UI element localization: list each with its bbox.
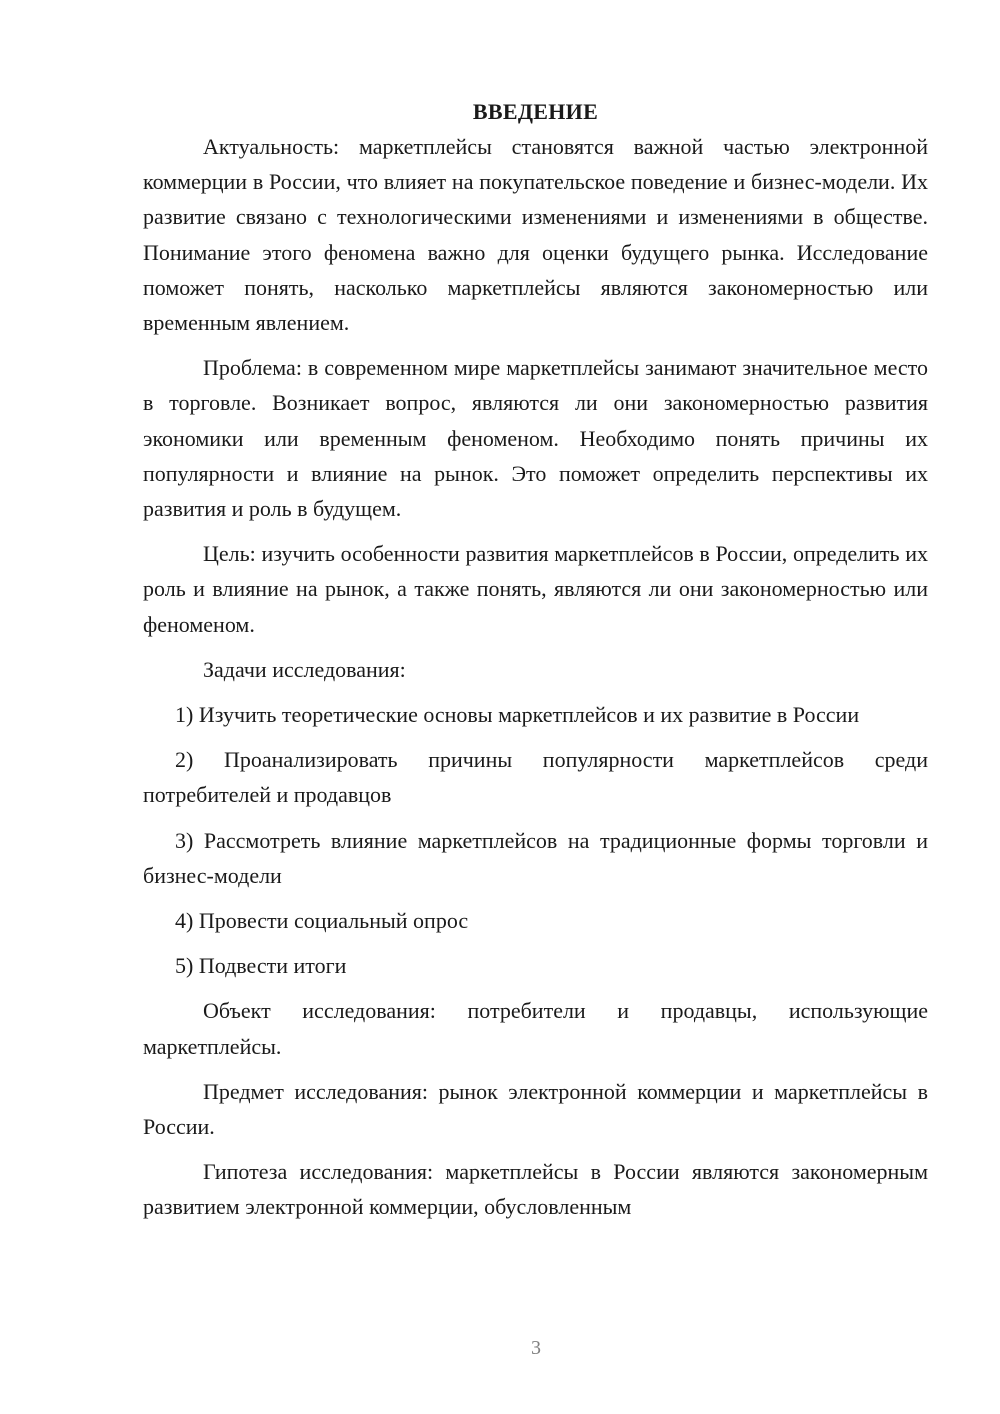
task-item-2: 2) Проанализировать причины популярности маркетплейсов среди потребителей и продавцов [143,747,928,808]
task-item-5: 5) Подвести итоги [175,953,347,979]
tasks-heading: Задачи исследования: [203,656,406,682]
paragraph-hypothesis: Гипотеза исследования: маркетплейсы в России являются закономерным развитием электронной коммерции, обусловленным [143,1159,928,1220]
paragraph-goal: Цель: изучить особенности развития маркетплейсов в России, определить их роль и влияние на рынок, а также понять, являются ли они закономерностью или феноменом. [143,541,928,637]
page-number: 3 [531,1337,541,1359]
paragraph-subject: Предмет исследования: рынок электронной коммерции и маркетплейсы в России. [143,1078,928,1140]
task-item-3: 3) Рассмотреть влияние маркетплейсов на традиционные формы торговли и бизнес-модели [143,827,928,888]
paragraph-relevance: Актуальность: маркетплейсы становятся важной частью электронной коммерции в России, что влияет на покупательское поведение и бизнес-модели. Их развитие связано с технологическими изменениями и изменениями в обществе. Понимание этого феномена важно для оценки будущего рынка. Исследование поможет понять, насколько маркетплейсы являются закономерностью или временным явлением. [143,134,928,336]
page-content [143,94,928,1225]
paragraph-problem: Проблема: в современном мире маркетплейсы занимают значительное место в торговле. Возникает вопрос, являются ли они закономерностью развития экономики или временным феноменом. Необходимо понять причины их популярности и влияние на рынок. Это поможет определить перспективы их развития и роль в будущем. [143,355,928,522]
task-item-4: 4) Провести социальный опрос [175,908,469,934]
page-title: ВВЕДЕНИЕ [472,99,599,124]
task-item-1: 1) Изучить теоретические основы маркетплейсов и их развитие в России [175,702,860,728]
paragraph-object: Объект исследования: потребители и продавцы, использующие маркетплейсы. [143,998,928,1059]
